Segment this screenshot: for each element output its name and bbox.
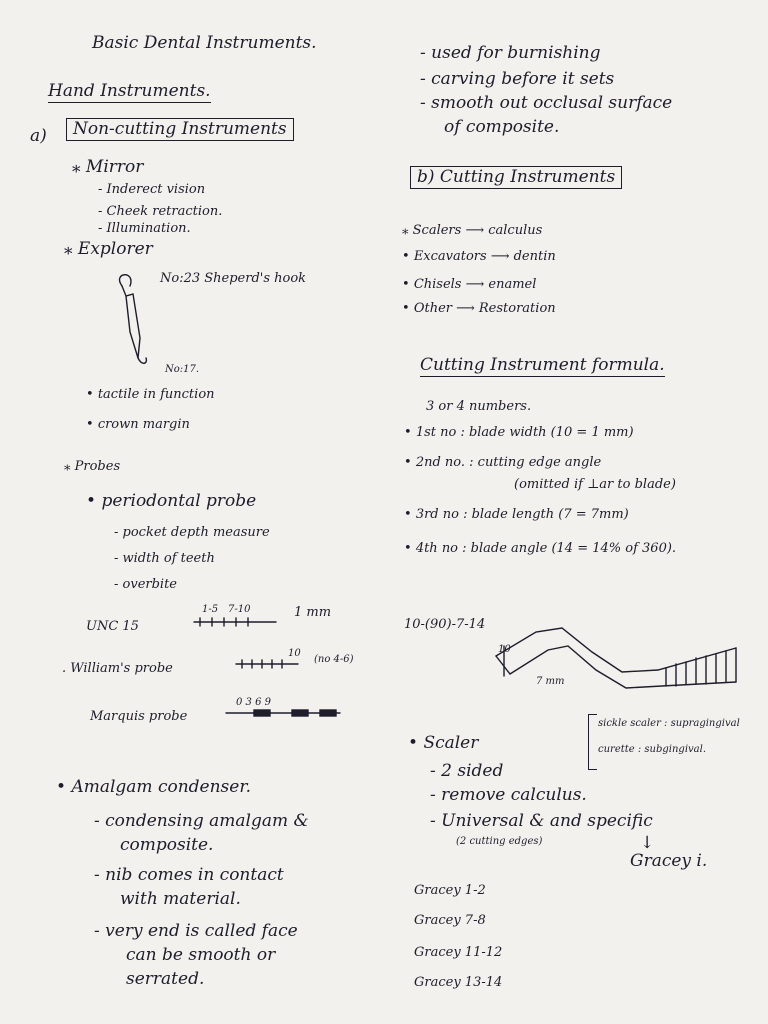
- cutting-heading: b) Cutting Instruments: [410, 166, 622, 189]
- amalgam-use: composite.: [120, 835, 214, 855]
- williams-mark: 10: [288, 648, 301, 659]
- no17-label: No:17.: [165, 364, 200, 375]
- scaler-use: - remove calculus.: [430, 785, 587, 805]
- mirror-use: - Inderect vision: [98, 182, 206, 197]
- formula-heading: Cutting Instrument formula.: [420, 355, 665, 375]
- gracey-item: Gracey 13-14: [414, 975, 503, 990]
- formula-line: • 2nd no. : cutting edge angle: [404, 455, 602, 470]
- unc-scale-mark: 1-5: [202, 604, 219, 615]
- formula-line: • 4th no : blade angle (14 = 14% of 360).: [404, 541, 677, 556]
- hand-instruments-heading: Hand Instruments.: [48, 81, 211, 101]
- formula-numbers: 3 or 4 numbers.: [426, 399, 532, 414]
- amalgam-use: - condensing amalgam &: [94, 811, 309, 831]
- marquis-scale-sketch-icon: [226, 704, 342, 722]
- burnishing-use: of composite.: [444, 117, 560, 137]
- gracey-item: Gracey 1-2: [414, 883, 486, 898]
- marquis-marks: 0 3 6 9: [236, 697, 271, 708]
- amalgam-use: serrated.: [126, 969, 205, 989]
- scaler-types-bracket: [588, 714, 597, 770]
- unc-scale-mark: 7-10: [228, 604, 251, 615]
- cutting-item: • Other ⟶ Restoration: [402, 301, 556, 316]
- probe-use: - overbite: [114, 577, 178, 592]
- burnishing-use: - carving before it sets: [420, 69, 615, 89]
- scaler-type: curette : subgingival.: [598, 744, 707, 755]
- williams-note: (no 4-6): [314, 654, 354, 665]
- bullet-periodontal-probe: • periodontal probe: [86, 491, 257, 511]
- bullet-scaler: • Scaler: [408, 733, 479, 753]
- amalgam-use: - very end is called face: [94, 921, 298, 941]
- cutting-item: • Excavators ⟶ dentin: [402, 249, 556, 264]
- probe-use: - pocket depth measure: [114, 525, 270, 540]
- amalgam-use: with material.: [120, 889, 241, 909]
- formula-line: • 3rd no : blade length (7 = 7mm): [404, 507, 629, 522]
- probe-use: - width of teeth: [114, 551, 215, 566]
- explorer-use: • crown margin: [86, 417, 190, 432]
- formula-line: • 1st no : blade width (10 = 1 mm): [404, 425, 634, 440]
- bullet-probes: ⁎ Probes: [64, 459, 121, 474]
- blade-width-label: 10: [498, 644, 511, 655]
- gracey-item: Gracey 7-8: [414, 913, 486, 928]
- non-cutting-heading: Non-cutting Instruments: [66, 118, 294, 141]
- down-arrow-icon: ↓: [640, 833, 655, 853]
- bullet-mirror: ⁎ Mirror: [72, 157, 144, 177]
- amalgam-use: can be smooth or: [126, 945, 276, 965]
- shepherd-hook-label: No:23 Sheperd's hook: [160, 271, 307, 286]
- williams-probe-label: . William's probe: [62, 661, 173, 676]
- amalgam-use: - nib comes in contact: [94, 865, 284, 885]
- mirror-use: - Illumination.: [98, 221, 191, 236]
- scaler-use: - 2 sided: [430, 761, 504, 781]
- formula-line: (omitted if ⊥ar to blade): [514, 477, 676, 492]
- mirror-use: - Cheek retraction.: [98, 204, 223, 219]
- gracey-item: Gracey 11-12: [414, 945, 503, 960]
- cutting-item: ⁎ Scalers ⟶ calculus: [402, 223, 543, 238]
- explorer-sketch-icon: [100, 272, 170, 372]
- unc-label: UNC 15: [86, 619, 139, 634]
- gracey-arrow-label: Gracey i.: [630, 851, 708, 871]
- section-a-marker: a): [30, 126, 47, 146]
- scaler-use: - Universal & and specific: [430, 811, 653, 831]
- scaler-type: sickle scaler : supragingival: [598, 718, 740, 729]
- cutting-item: • Chisels ⟶ enamel: [402, 277, 537, 292]
- marquis-probe-label: Marquis probe: [90, 709, 188, 724]
- blade-length-label: 7 mm: [536, 676, 565, 687]
- unc-scale-sketch-icon: [194, 614, 278, 630]
- formula-example: 10-(90)-7-14: [404, 617, 486, 632]
- unc-unit: 1 mm: [294, 605, 332, 620]
- page-title: Basic Dental Instruments.: [92, 33, 317, 53]
- bullet-explorer: ⁎ Explorer: [64, 239, 153, 259]
- burnishing-use: - used for burnishing: [420, 43, 601, 63]
- burnishing-use: - smooth out occlusal surface: [420, 93, 673, 113]
- scaler-use-note: (2 cutting edges): [456, 836, 543, 847]
- explorer-use: • tactile in function: [86, 387, 215, 402]
- bullet-amalgam: • Amalgam condenser.: [56, 777, 251, 797]
- instrument-blade-sketch-icon: [492, 624, 742, 700]
